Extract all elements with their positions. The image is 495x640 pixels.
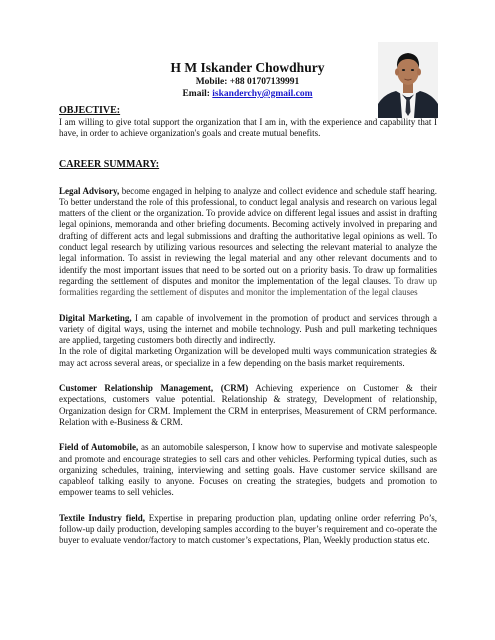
crm-paragraph xyxy=(59,383,437,428)
objective-heading: OBJECTIVE: xyxy=(59,105,121,116)
automobile-paragraph xyxy=(59,442,437,498)
textile-paragraph xyxy=(59,513,437,547)
digital-marketing-paragraph-2: In the role of digital marketing Organization will be developed multi ways communication strategies & may act across several areas, or specialize in a few depending on the basis market requirements. xyxy=(59,346,437,368)
email-line xyxy=(100,88,395,100)
automobile-title: Field of Automobile, xyxy=(59,442,139,453)
textile-text: Expertise in preparing production plan, updating online order referring Po’s, follow-up daily production, developing samples according to the buyer’s requirement and co-operate the buyer to evaluate vendor/factory to match customer’s expectations, Plan, Weekly production status etc. xyxy=(59,512,437,546)
email-label: Email: xyxy=(182,89,213,99)
legal-advisory-title: Legal Advisory, xyxy=(59,185,120,196)
textile-title: Textile Industry field, xyxy=(59,512,145,523)
email-link[interactable]: iskanderchy@gmail.com xyxy=(212,89,313,99)
crm-text: Achieving experience on Customer & their expectations, customers value potential. Relationship & strategy, Development of relationship, Organization design for CRM. Implement the CRM in enterprises, Measurement of CRM performance. Relation with e-Business & CRM. xyxy=(59,383,437,427)
automobile-text: as an automobile salesperson, I know how to supervise and motivate salespeople and promote and encourage strategies to sell cars and other vehicles. Performing typical duties, such as organizing schedules, training, interviewing and setting goals. Have customer service skillsand are capableof talking easily to anyone. Focuses on creating the strategies, budgets and promotion to empower teams to sell vehicles. xyxy=(59,442,437,498)
resume-body xyxy=(59,105,437,547)
digital-marketing-text: I am capable of involvement in the promotion of product and services through a variety of digital ways, using the internet and mobile technology. Push and pull marketing techniques are applied, targeting customers both directly and indirectly. xyxy=(59,312,437,346)
candidate-name: H M Iskander Chowdhury xyxy=(170,60,325,75)
crm-title: Customer Relationship Management, (CRM) xyxy=(59,383,249,394)
digital-marketing-title: Digital Marketing, xyxy=(59,312,132,323)
resume-header xyxy=(100,60,395,100)
career-summary-heading: CAREER SUMMARY: xyxy=(59,158,160,170)
legal-advisory-paragraph xyxy=(59,186,437,299)
legal-advisory-text: become engaged in helping to analyze and collect evidence and schedule staff hearing. To better understand the role of this professional, to conduct legal analysis and research on various legal matters of the client or the organization. To provide advice on different legal issues and assist in drafting legal opinions, memoranda and other briefing documents. Becoming actively involved in preparing and drafting of different acts and legal submissions and drafting the authoritative legal opinions as well. To conduct legal research by utilizing various resources and selecting the relevant material to analyze the legal information. To assist in reviewing the legal material and any other relevant documents and to identify the most important issues that need to be sorted out on a priority basis. To draw up formalities regarding the settlement of disputes and monitor the implementation of the legal clauses. xyxy=(59,185,437,286)
objective-text: I am willing to give total support the organization that I am in, with the experience and capability that I have, in order to achieve organization's goals and create mutual benefits. xyxy=(59,117,437,139)
mobile-number: Mobile: +88 01707139991 xyxy=(195,77,300,87)
digital-marketing-paragraph xyxy=(59,313,437,347)
legal-advisory-text-tail: To draw up formalities regarding the settlement of disputes and monitor the implementation of the legal clauses xyxy=(59,275,437,298)
